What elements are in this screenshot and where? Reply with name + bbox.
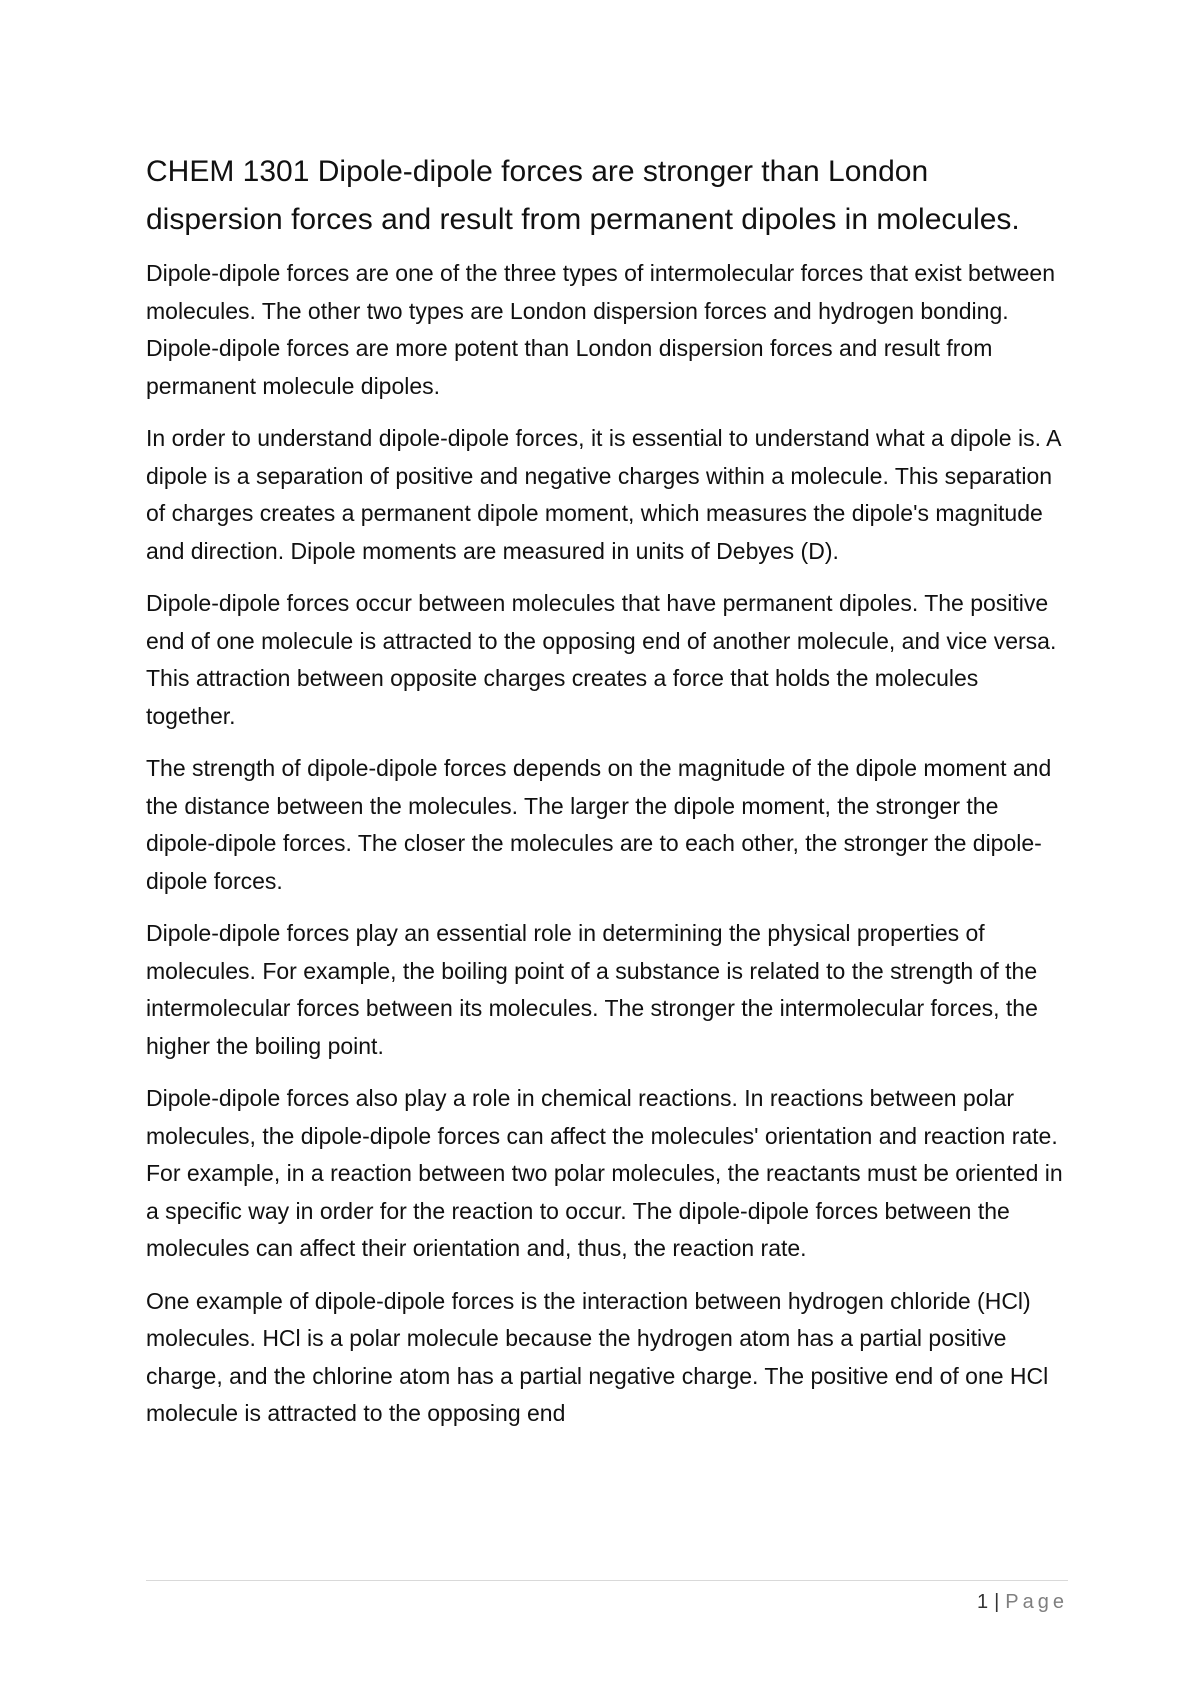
paragraph: Dipole-dipole forces occur between molecules that have permanent dipoles. The positive end of one molecule is attracted to the opposing end of another molecule, and vice versa. This attraction between opposite charges creates a force that holds the molecules together. <box>146 590 1057 729</box>
footer-divider <box>146 1580 1068 1581</box>
page-label: Page <box>1005 1591 1068 1613</box>
paragraph: Dipole-dipole forces also play a role in chemical reactions. In reactions between polar molecules, the dipole-dipole forces can affect the molecules' orientation and reaction rate. For example, in a reaction between two polar molecules, the reactants must be oriented in a specific way in order for the reaction to occur. The dipole-dipole forces between the molecules can affect their orientation and, thus, the reaction rate. <box>146 1085 1063 1261</box>
paragraph: One example of dipole-dipole forces is the interaction between hydrogen chloride (HCl) molecules. HCl is a polar molecule because the hydrogen atom has a partial positive charge, and the chlorine atom has a partial negative charge. The positive end of one HCl molecule is attracted to the opposing end <box>146 1287 1049 1426</box>
paragraph: Dipole-dipole forces play an essential role in determining the physical properties of molecules. For example, the boiling point of a substance is related to the strength of the intermolecular forces between its molecules. The stronger the intermolecular forces, the higher the boiling point. <box>146 920 1038 1059</box>
paragraph: Dipole-dipole forces are one of the three types of intermolecular forces that exist between molecules. The other two types are London dispersion forces and hydrogen bonding. Dipole-dipole forces are more potent than London dispersion forces and result from permanent molecule dipoles. <box>146 260 1055 399</box>
footer-separator: | <box>994 1591 1000 1613</box>
document-title: CHEM 1301 Dipole-dipole forces are stronger than London dispersion forces and result from permanent dipoles in molecules. <box>146 155 1020 236</box>
paragraph: In order to understand dipole-dipole forces, it is essential to understand what a dipole is. A dipole is a separation of positive and negative charges within a molecule. This separation of charges creates a permanent dipole moment, which measures the dipole's magnitude and direction. Dipole moments are measured in units of Debyes (D). <box>146 425 1061 564</box>
page-number: 1 <box>976 1591 989 1613</box>
document-body <box>146 148 1070 1448</box>
page-footer <box>977 1588 1068 1616</box>
paragraph: The strength of dipole-dipole forces depends on the magnitude of the dipole moment and the distance between the molecules. The larger the dipole moment, the stronger the dipole-dipole forces. The closer the molecules are to each other, the stronger the dipole-dipole forces. <box>146 755 1052 894</box>
